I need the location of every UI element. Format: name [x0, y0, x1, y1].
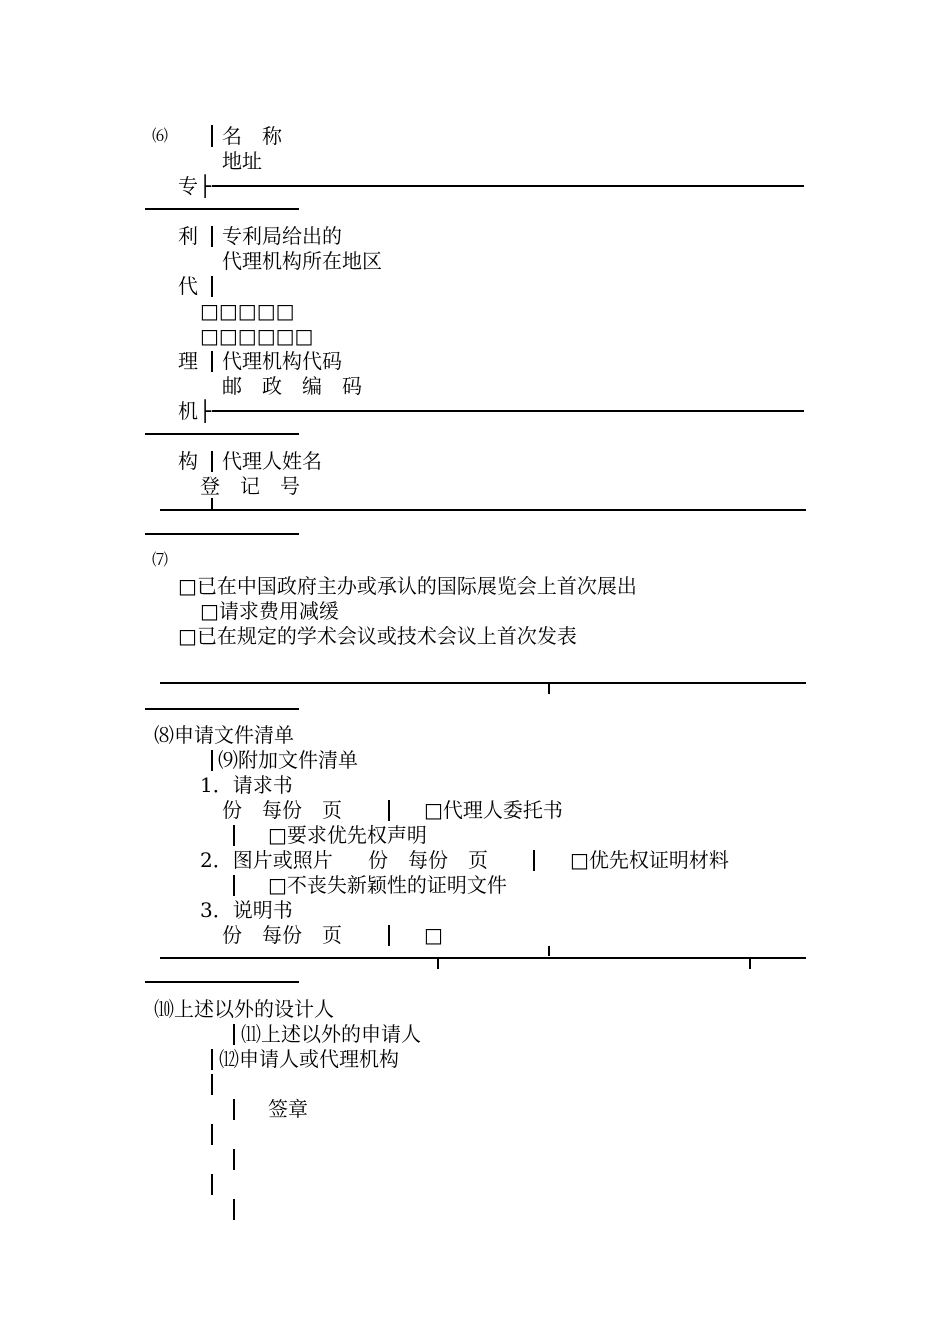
column-divider [233, 825, 235, 846]
bureau-issued-label: 专利局给出的 [222, 224, 342, 248]
photos-item: 2．图片或照片 [200, 848, 333, 872]
column-divider [533, 850, 535, 871]
priority-proof-checkbox-label: □优先权证明材料 [570, 848, 729, 872]
section-rule-short [145, 708, 299, 710]
conference-checkbox-label: □已在规定的学术会议或技术会议上首次发表 [178, 624, 577, 648]
photos-copies-pages: 份 每份 页 [368, 848, 488, 872]
priority-declaration-checkbox-label: □要求优先权声明 [268, 823, 427, 847]
side-label-char-4: 理 [178, 349, 198, 373]
agency-address-label: 地址 [222, 149, 262, 173]
rule-tick [749, 958, 751, 969]
row-rule [212, 185, 804, 187]
exhibition-checkbox-label: □已在中国政府主办或承认的国际展览会上首次展出 [178, 574, 637, 598]
application-documents-title: ⑻申请文件清单 [154, 723, 294, 747]
column-divider [388, 925, 390, 946]
request-copies-pages: 份 每份 页 [222, 798, 342, 822]
agent-name-label: 代理人姓名 [222, 449, 322, 473]
agency-code-label: 代理机构代码 [222, 349, 342, 373]
section-rule [160, 509, 806, 511]
row-rule-short [145, 208, 299, 210]
attached-documents-title: ⑼附加文件清单 [218, 748, 358, 772]
column-divider [211, 1074, 213, 1095]
row-divider-tee: ├ [199, 399, 212, 423]
postal-code-label: 邮 政 编 码 [222, 374, 362, 398]
blank-checkbox: □ [424, 923, 443, 947]
row-rule [212, 410, 804, 412]
column-divider [233, 1149, 235, 1170]
row-divider-tee: ├ [199, 174, 212, 198]
region-code-boxes: □□□□□ [200, 299, 295, 323]
agent-power-checkbox-label: □代理人委托书 [424, 798, 563, 822]
rule-tick [211, 498, 213, 509]
side-label-char-5: 机 [178, 399, 198, 423]
request-item: 1．请求书 [200, 773, 293, 797]
novelty-proof-checkbox-label: □不丧失新颖性的证明文件 [268, 873, 507, 897]
section-7-number: ⑺ [152, 550, 169, 569]
agency-region-label: 代理机构所在地区 [222, 249, 382, 273]
description-copies-pages: 份 每份 页 [222, 923, 342, 947]
registration-number-label: 登 记 号 [200, 474, 300, 498]
column-divider [233, 1099, 235, 1120]
agency-code-boxes: □□□□□□ [200, 324, 314, 348]
column-divider [233, 1024, 235, 1045]
column-divider [388, 800, 390, 821]
side-label-char-6: 构 [178, 449, 198, 473]
column-divider [211, 750, 213, 771]
applicant-or-agency-label: ⑿申请人或代理机构 [219, 1047, 399, 1071]
rule-tick [548, 946, 550, 956]
column-divider [211, 1049, 213, 1070]
rule-tick [548, 683, 550, 694]
column-divider [211, 226, 213, 247]
seal-label: 签章 [268, 1097, 308, 1121]
side-label-char-1: 专 [178, 174, 198, 198]
other-designers-label: ⑽上述以外的设计人 [154, 997, 334, 1021]
rule-tick [437, 958, 439, 969]
fee-reduction-checkbox-label: □请求费用减缓 [200, 599, 339, 623]
side-label-char-3: 代 [178, 274, 198, 298]
section-rule-short [145, 533, 299, 535]
agency-name-label: 名 称 [222, 124, 282, 148]
column-divider [211, 276, 213, 297]
section-6-number: ⑹ [152, 126, 169, 145]
description-item: 3．说明书 [200, 898, 293, 922]
row-rule-short [145, 433, 299, 435]
side-label-char-2: 利 [178, 224, 198, 248]
column-divider [233, 1199, 235, 1220]
column-divider [233, 875, 235, 896]
section-rule [160, 957, 806, 959]
other-applicants-label: ⑾上述以外的申请人 [241, 1022, 421, 1046]
section-rule [160, 682, 806, 684]
column-divider [211, 1124, 213, 1145]
section-rule-short [145, 981, 299, 983]
column-divider [211, 451, 213, 472]
column-divider [211, 351, 213, 372]
column-divider [211, 125, 213, 147]
column-divider [211, 1174, 213, 1195]
